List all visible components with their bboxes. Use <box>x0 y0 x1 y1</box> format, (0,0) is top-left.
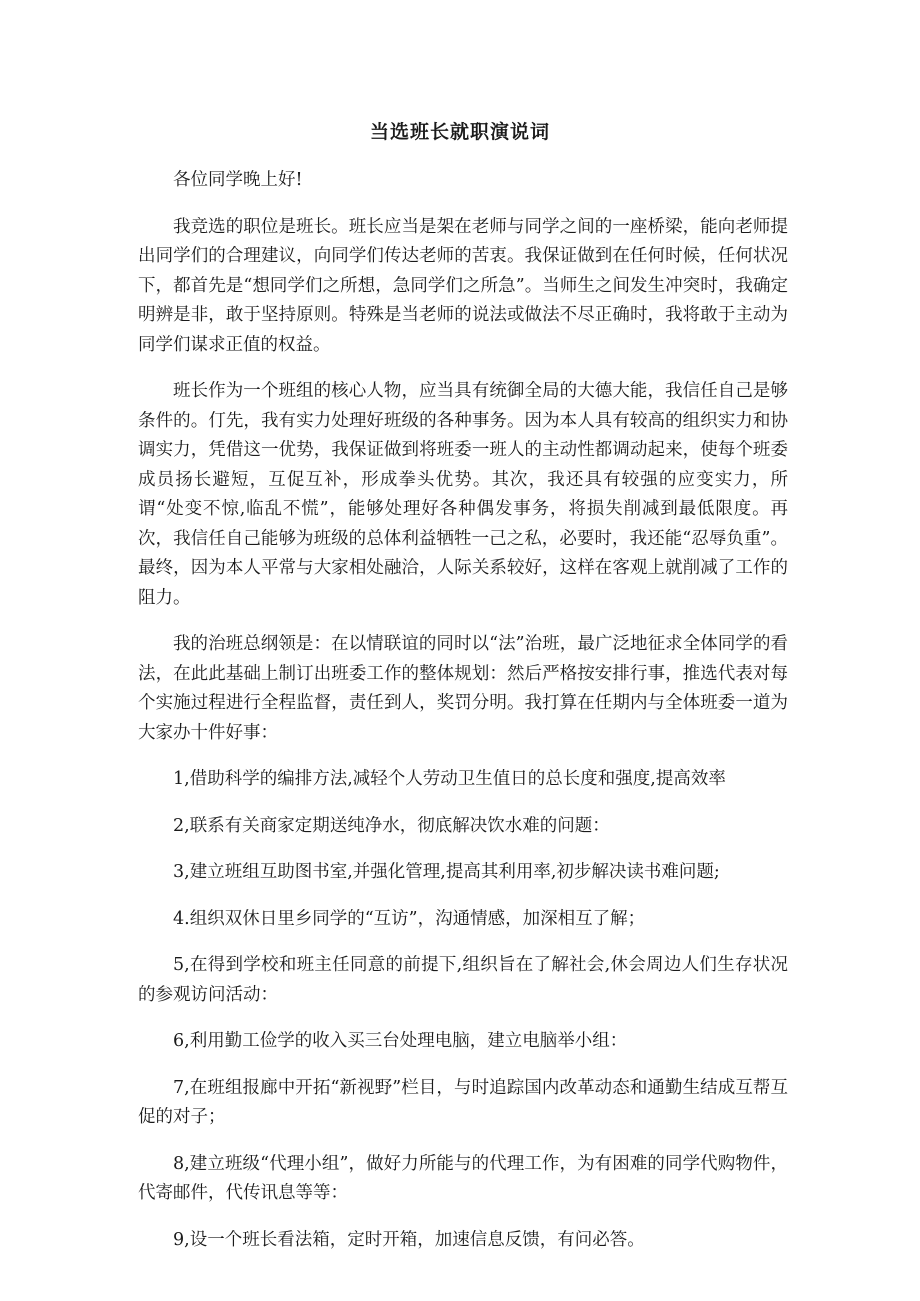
list-item: 2,联系有关商家定期送纯净水，彻底解决饮水难的问题： <box>173 815 610 836</box>
list-item: 1,借助科学的编排方法,减轻个人劳动卫生值日的总长度和强度,提高效率 <box>173 769 726 789</box>
body-paragraph: 我的治班总纲领是：在以情联谊的同时以“法”治班，最广泛地征求全体同学的看法，在此此基础上制订出班委工作的整体规划：然后严格按安排行事，推选代表对每个实施过程进行全程监督，责任到人，奖罚分明。我打算在任期内与全体班委一道为大家办十件好事： <box>138 634 788 743</box>
list-item: 7,在班组报廊中开拓“新视野”栏目，与时追踪国内改革动态和通勤生结成互帮互促的对子； <box>138 1077 788 1127</box>
list-item: 6,利用勤工俭学的收入买三台处理电脑，建立电脑举小组： <box>173 1031 628 1051</box>
list-item: 4.组织双休日里乡同学的“互访”，沟通情感，加深相互了解； <box>173 908 646 929</box>
list-item: 9,设一个班长看法箱，定时开箱，加速信息反馈，有问必答。 <box>173 1229 645 1250</box>
list-item: 5,在得到学校和班主任同意的前提下,组织旨在了解社会,休会周边人们生存状况的参观访问活动： <box>138 955 788 1005</box>
document-body <box>138 166 788 1272</box>
list-item: 8,建立班级“代理小组”，做好力所能与的代理工作，为有困难的同学代购物件，代寄邮件，代传讯息等等： <box>138 1153 788 1203</box>
list-item: 3,建立班组互助图书室,并强化管理,提高其利用率,初步解决读书难问题; <box>173 862 720 882</box>
body-paragraph: 班长作为一个班组的核心人物，应当具有统御全局的大德大能，我信任自己是够条件的。仃先，我有实力处理好班级的各种事务。因为本人具有较高的组织实力和协调实力，凭借这一优势，我保证做到将班委一班人的主动性都调动起来，使每个班委成员扬长避短，互促互补，形成拳头优势。其次，我还具有较强的应变实力，所谓“处变不惊,临乱不慌”，能够处理好各种偶发事务，将损失削减到最低限度。再次，我信任自己能够为班级的总体利益牺牲一己之私，必要时，我还能“忍辱负重”。最终，因为本人平常与大家相处融洽，人际关系较好，这样在客观上就削减了工作的阻力。 <box>138 381 788 608</box>
body-paragraph: 我竞选的职位是班长。班长应当是架在老师与同学之间的一座桥梁，能向老师提出同学们的合理建议，向同学们传达老师的苦衷。我保证做到在任何时候，任何状况下，都首先是“想同学们之所想，急同学们之所急”。当师生之间发生冲突时，我确定明辨是非，敢于坚持原则。特殊是当老师的说法或做法不尽正确时，我将敢于主动为同学们谋求正值的权益。 <box>138 216 788 355</box>
greeting-paragraph: 各位同学晚上好! <box>173 170 303 190</box>
document-title: 当选班长就职演说词 <box>369 121 550 143</box>
